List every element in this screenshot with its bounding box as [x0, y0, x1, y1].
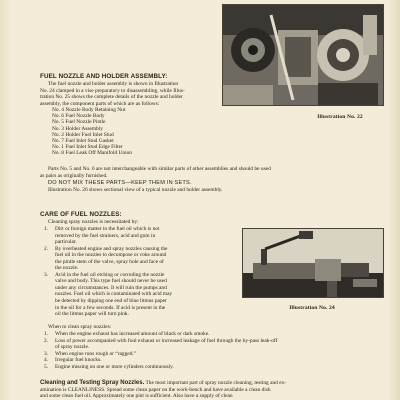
intro-line-4: assembly, the component parts of which are as follows: [40, 100, 160, 107]
cause-line: nozzles. Fuel oil which is contaminated with acid may [55, 291, 173, 298]
part-item: No. 7 Fuel Inlet Stud Gasket [52, 138, 114, 145]
intro-line-1: The fuel nozzle and holder assembly is shown in Illustration [48, 81, 179, 87]
cause-line: be detected by dipping one end of blue litmus paper [55, 298, 167, 305]
cause-line: particular. [55, 239, 77, 246]
when-number: 1. [44, 331, 49, 337]
cause-line: By overheated engine and spray nozzles causing the [55, 245, 168, 252]
intro-line-3: tration No. 25 shows the complete details of the nozzle and holder [40, 94, 183, 101]
cleaning-line-1: The most important part of spray nozzle cleaning, testing and ex- [145, 380, 287, 386]
illustration-26-note: Illustration No. 26 shows sectional view of a typical nozzle and holder assembly. [48, 187, 223, 193]
cause-item [44, 246, 234, 272]
cause-item [44, 272, 234, 318]
note-line-1: Parts No. 5 and No. 6 are not interchangeable with similar parts of other assemblies and should be used [48, 166, 271, 172]
cause-number: 2. [44, 245, 49, 252]
note-line-2: as pairs as originally furnished. [40, 172, 108, 179]
mix-parts-warning: DO NOT MIX THESE PARTS—KEEP THEM IN SETS. [48, 180, 192, 186]
fuel-nozzle-intro [40, 81, 265, 107]
cleaning-testing-paragraph [40, 380, 384, 400]
care-heading: CARE OF FUEL NOZZLES: [40, 211, 122, 218]
when-text: Irregular fuel knocks. [55, 357, 102, 364]
cause-item [44, 226, 234, 246]
cleaning-line-3: and some clean fuel oil. Approximately one pint is sufficient. Also have a supply of clean [40, 393, 233, 400]
illustration-22-caption: Illustration No. 22 [317, 114, 363, 120]
part-item: No. 6 Fuel Nozzle Body [52, 113, 105, 120]
when-to-clean-list [44, 331, 384, 370]
when-number: 2. [44, 337, 49, 344]
when-item [44, 364, 384, 371]
parts-list [52, 107, 132, 157]
cause-number: 1. [44, 226, 49, 232]
cause-line: Acid in the fuel oil etching or corroding the nozzle [55, 271, 165, 278]
cause-line: the nozzle. [55, 265, 79, 272]
part-item: No. 1 Fuel Inlet Stud Edge Filter [52, 144, 123, 151]
intro-line-2: No. 24 clamped in a vise preparatory to disassembling, while Illus- [40, 87, 185, 94]
cause-line: Dirt or foreign matter in the fuel oil which is not [55, 226, 160, 232]
part-item: No. 3 Holder Assembly [52, 125, 103, 132]
cleaning-testing-heading: Cleaning and Testing Spray Nozzles. [40, 380, 145, 386]
cleaning-line-2: amination is CLEANLINESS. Spread some clean paper on the work-bench and have available a clean dish [40, 386, 271, 393]
part-item: No. 2 Holder Fuel Inlet Stud [52, 131, 114, 138]
illustration-24-caption: Illustration No. 24 [289, 305, 335, 311]
part-item: No. 5 Fuel Nozzle Pintle [52, 119, 106, 126]
cause-number: 3. [44, 271, 49, 278]
cause-line: oil the litmus paper will turn pink. [55, 311, 129, 318]
cause-line: under any circumstances. It will ruin the pumps and [55, 284, 167, 291]
part-item: No. 4 Nozzle Body Retaining Nut [52, 107, 126, 113]
interchangeable-note [40, 166, 382, 179]
cause-line: removed by the fuel strainers, acid and gum in [55, 232, 156, 239]
cause-line: fuel oil in the nozzles to decompose or coke around [55, 252, 167, 259]
part-item: No. 8 Fuel Leak Off Manifold Union [52, 150, 132, 157]
when-text: Engine missing on one or more cylinders continuously. [55, 363, 174, 370]
care-intro: Cleaning spray nozzles is necessitated by: [48, 219, 139, 225]
cause-line: in the oil for a few seconds. If acid is present in the [55, 304, 166, 311]
fuel-nozzle-heading: FUEL NOZZLE AND HOLDER ASSEMBLY: [40, 73, 168, 80]
when-number: 4. [44, 357, 49, 364]
when-number: 3. [44, 350, 49, 357]
cleaning-causes-list [44, 226, 234, 318]
when-text: of spray nozzle. [55, 344, 90, 351]
when-text: Loss of power accompanied with foul exhaust or increased leakage of fuel through the by-pass leak-off [55, 337, 278, 344]
when-number: 5. [44, 363, 49, 370]
when-to-clean-intro: When to clean spray nozzles: [48, 324, 112, 330]
cause-line: valve and body. This type fuel should never be used [55, 278, 167, 285]
when-text: When engine runs rough or “ragged.” [55, 350, 137, 357]
cause-line: the pintle stem of the valve, spray hole and face of [55, 258, 164, 265]
illustration-24-photo [242, 228, 384, 298]
when-text: When the engine exhaust has increased amount of black or dark smoke. [55, 331, 210, 337]
